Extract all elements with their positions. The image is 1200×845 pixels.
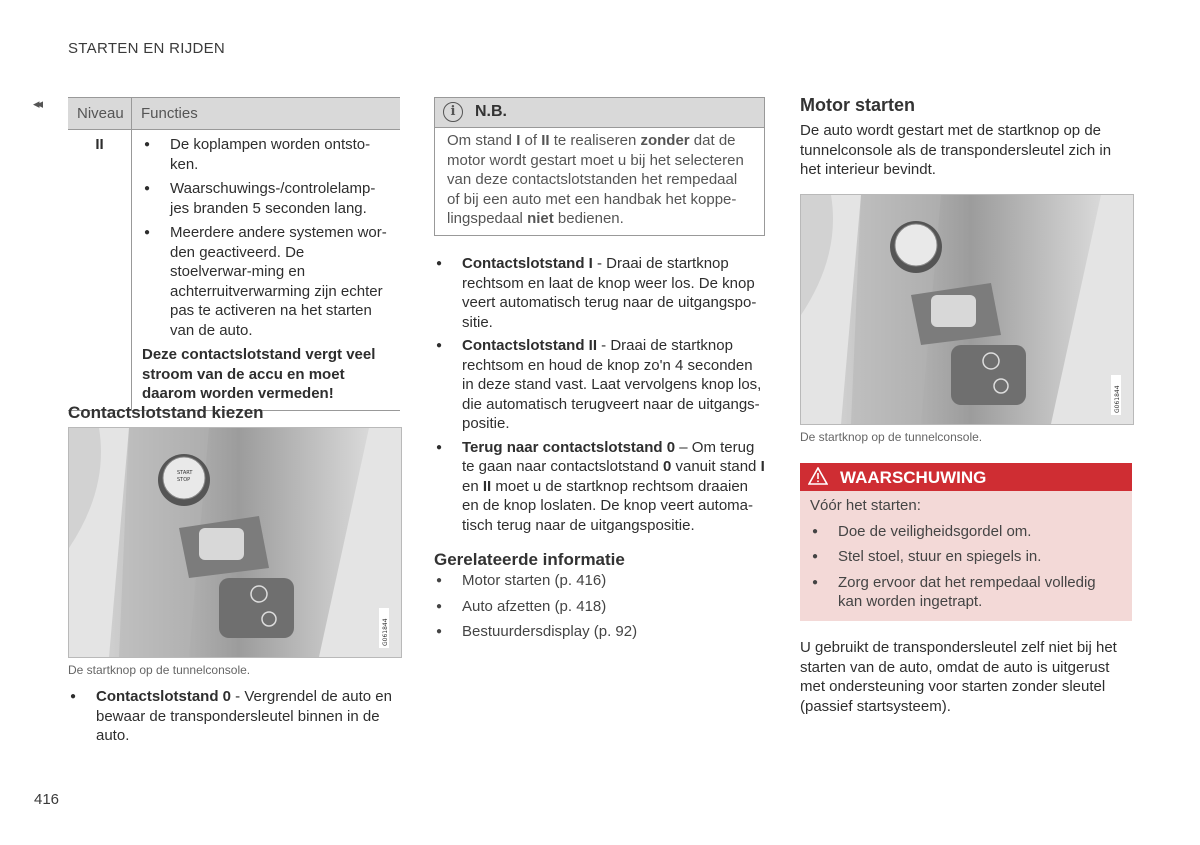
start-button-photo [68,427,402,658]
image-code-label: G061844 [382,618,389,646]
table-warning-text: Deze contactslotstand vergt veel stroom van de accu en moet daarom worden vermeden! [142,346,376,402]
list-item: ● Stel stoel, stuur en spiegels in. [810,547,1122,567]
list-item: ● Contactslotstand II - Draai de startknop rechtsom en houd de knop zo'n 4 seconden in deze stand vast. Laat vervolgens knop los, die automatisch terugveert naar de uitgangs-positie. [434,336,765,434]
note-title: N.B. [475,103,507,120]
warning-lead: Vóór het starten: [810,497,921,514]
start-button-photo-2 [800,194,1134,425]
related-link-motor-starten[interactable]: ● Motor starten (p. 416) [434,571,765,591]
note-box [434,97,765,236]
photo-caption: De startknop op de tunnelconsole. [800,430,983,444]
photo-caption: De startknop op de tunnelconsole. [68,663,251,677]
related-link-auto-afzetten[interactable]: ● Auto afzetten (p. 418) [434,597,765,617]
photo-label-start: START [177,470,193,476]
section-title-motor-starten: Motor starten [800,95,916,115]
note-body: Om stand I of II te realiseren zonder dat de motor wordt gestart moet u bij het selecteren van deze contactslotstanden het rempedaal of bij een auto met een handbak het koppe-lingspedaal niet bedienen. [447,132,744,227]
list-item: ● Waarschuwings-/controlelamp-jes branden 5 seconden lang. [142,179,390,218]
related-info-title: Gerelateerde informatie [434,550,625,569]
list-item [68,687,400,746]
list-item: ● Meerdere andere systemen wor-den geactiveerd. De stoelverwar-ming en achterruitverwarming zijn echter pas te activeren na het starten van de auto. [142,223,390,340]
list-item: ● De koplampen worden ontsto-ken. [142,135,390,174]
list-item: ● Zorg ervoor dat het rempedaal volledig kan worden ingetrapt. [810,573,1122,612]
list-item: ● Contactslotstand I - Draai de startknop rechtsom en laat de knop weer los. De knop veert automatisch terug naar de uitgangspo-sitie. [434,254,765,332]
note-header [435,98,764,128]
section-title-contactslotstand: Contactslotstand kiezen [68,403,264,422]
photo-label-stop: STOP [177,477,191,483]
running-header: STARTEN EN RIJDEN [68,40,226,57]
column-header-niveau: Niveau [68,98,132,130]
page-number: 416 [34,791,60,808]
list-item: ● Terug naar contactslotstand 0 – Om terug te gaan naar contactslotstand 0 vanuit stand I en II moet u de startknop rechtsom draaien en de knop loslaten. De knop veert automa-tisch terug naar de uitgangspositie. [434,438,765,536]
back-arrows-icon[interactable]: ◂◂ [33,96,41,111]
image-code-label: G061844 [1114,385,1121,413]
warning-triangle-icon [808,467,828,485]
list-item: ● Doe de veiligheidsgordel om. [810,522,1122,542]
warning-header [800,463,1132,491]
warning-title: WAARSCHUWING [840,468,987,487]
column-header-functies: Functies [132,98,401,130]
bullet-bold-label: Contactslotstand 0 [96,688,232,705]
warning-box [800,463,1132,621]
related-links [434,571,765,647]
warning-body [800,491,1132,612]
closing-text: U gebruikt de transpondersleutel zelf niet bij het starten van de auto, omdat de auto is uitgerust met ondersteuning voor starten zonder sleutel (passief startsysteem). [800,639,1117,715]
bullet-text: - Vergrendel de auto en bewaar de transpondersleutel binnen in de auto. [96,688,392,744]
functions-cell [132,130,401,411]
related-link-bestuurdersdisplay[interactable]: ● Bestuurdersdisplay (p. 92) [434,622,765,642]
bullet-contactslotstand-0 [68,687,400,751]
info-icon: i [443,102,463,122]
level-functions-table [68,97,400,411]
table-row [68,130,400,411]
intro-text: De auto wordt gestart met de startknop op de tunnelconsole als de transpondersleutel zich in het interieur bevindt. [800,122,1112,178]
level-cell: II [68,130,132,411]
contactslot-bullets [434,254,765,540]
